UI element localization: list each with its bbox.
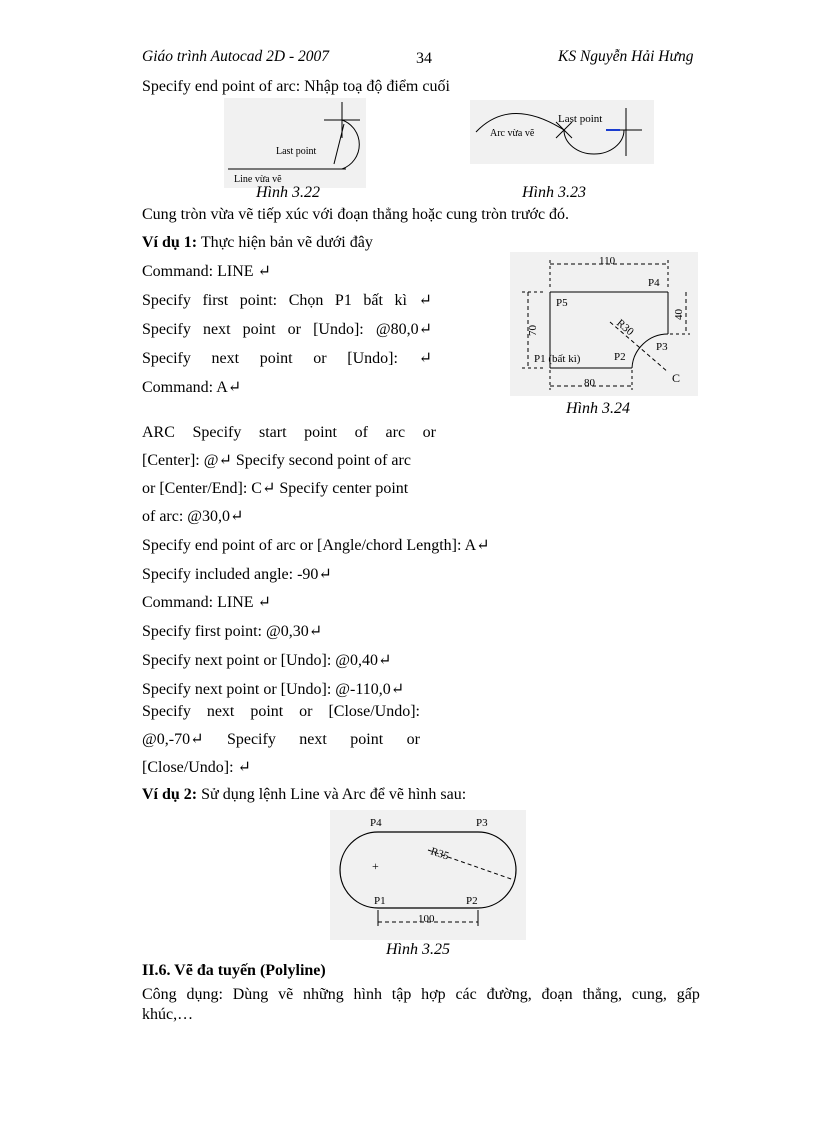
fig323-last-point-label: Last point [558, 113, 603, 125]
close-line-3: [Close/Undo]: ↵ [142, 759, 251, 776]
fig323-arc-label: Arc vừa vẽ [490, 128, 535, 139]
fig325-dim-bottom: 100 [418, 913, 435, 925]
fig325-p3: P3 [476, 817, 488, 829]
arc-line-2: [Center]: @↵ Specify second point of arc [142, 452, 411, 469]
cmd-arc: Command: A↵ [142, 379, 242, 396]
fig325-p4: P4 [370, 817, 382, 829]
cmd-next-point-3: Specify next point or [Undo]: @0,40↵ [142, 652, 392, 669]
figure-3-22 [224, 98, 366, 188]
example2-heading [142, 786, 466, 804]
example1-label: Ví dụ 1: [142, 234, 198, 251]
figure-3-23 [470, 100, 654, 164]
cmd-line: Command: LINE ↵ [142, 263, 271, 280]
fig324-p4: P4 [648, 277, 660, 289]
fig322-last-point-label: Last point [276, 146, 317, 157]
fig325-radius: R35 [429, 845, 451, 863]
fig324-dim-bottom: 80 [584, 377, 595, 389]
fig325-p1: P1 [374, 895, 386, 907]
section-heading: II.6. Vẽ đa tuyến (Polyline) [142, 962, 326, 979]
figure-3-25 [330, 810, 526, 940]
example1-title: Thực hiện bản vẽ dưới đây [197, 234, 373, 251]
usage-line-2: khúc,… [142, 1006, 194, 1023]
example1-heading [142, 234, 373, 252]
close-line-1: Specify next point or [Close/Undo]: [142, 703, 420, 720]
fig324-dim-left: 70 [527, 325, 539, 336]
fig325-caption: Hình 3.25 [386, 941, 450, 958]
cmd-line-2: Command: LINE ↵ [142, 594, 271, 611]
cmd-first-point-2: Specify first point: @0,30↵ [142, 623, 323, 640]
fig324-p5: P5 [556, 297, 568, 309]
cmd-end-point: Specify end point of arc or [Angle/chord Length]: A↵ [142, 537, 490, 554]
cmd-included-angle: Specify included angle: -90↵ [142, 566, 332, 583]
tangent-note: Cung tròn vừa vẽ tiếp xúc với đoạn thẳng hoặc cung tròn trước đó. [142, 206, 570, 223]
arc-line-3: or [Center/End]: C↵ Specify center point [142, 480, 409, 497]
header-right: KS Nguyễn Hải Hưng [558, 48, 694, 65]
usage-line-1: Công dụng: Dùng vẽ những hình tập hợp các đường, đoạn thẳng, cung, gấp [142, 986, 700, 1003]
fig322-line-label: Line vừa vẽ [234, 174, 282, 185]
header-left: Giáo trình Autocad 2D - 2007 [142, 48, 329, 65]
fig324-p2: P2 [614, 351, 626, 363]
fig325-p2: P2 [466, 895, 478, 907]
fig322-caption: Hình 3.22 [256, 184, 320, 201]
fig324-p3: P3 [656, 341, 668, 353]
fig324-dim-right: 40 [673, 309, 685, 320]
arc-line-1: ARC Specify start point of arc or [142, 424, 436, 441]
svg-text:+: + [372, 859, 379, 873]
cmd-first-point: Specify first point: Chọn P1 bất kì ↵ [142, 292, 432, 309]
example2-label: Ví dụ 2: [142, 786, 198, 803]
fig324-radius: R30 [614, 317, 636, 339]
cmd-next-point-2: Specify next point or [Undo]: ↵ [142, 350, 432, 367]
fig324-dim-top: 110 [599, 255, 616, 267]
fig324-caption: Hình 3.24 [566, 400, 630, 417]
arc-line-4: of arc: @30,0↵ [142, 508, 244, 525]
fig324-c: C [672, 371, 681, 385]
page-number: 34 [416, 50, 432, 67]
cmd-next-point-4: Specify next point or [Undo]: @-110,0↵ [142, 681, 405, 698]
fig323-caption: Hình 3.23 [522, 184, 586, 201]
close-line-2: @0,-70↵ Specify next point or [142, 731, 420, 748]
figure-3-24 [510, 252, 698, 396]
intro-line: Specify end point of arc: Nhập toạ độ điểm cuối [142, 78, 450, 95]
fig324-p1: P1 (bất kì) [534, 353, 581, 365]
example2-title: Sử dụng lệnh Line và Arc để vẽ hình sau: [197, 786, 467, 803]
cmd-next-point-1: Specify next point or [Undo]: @80,0↵ [142, 321, 432, 338]
